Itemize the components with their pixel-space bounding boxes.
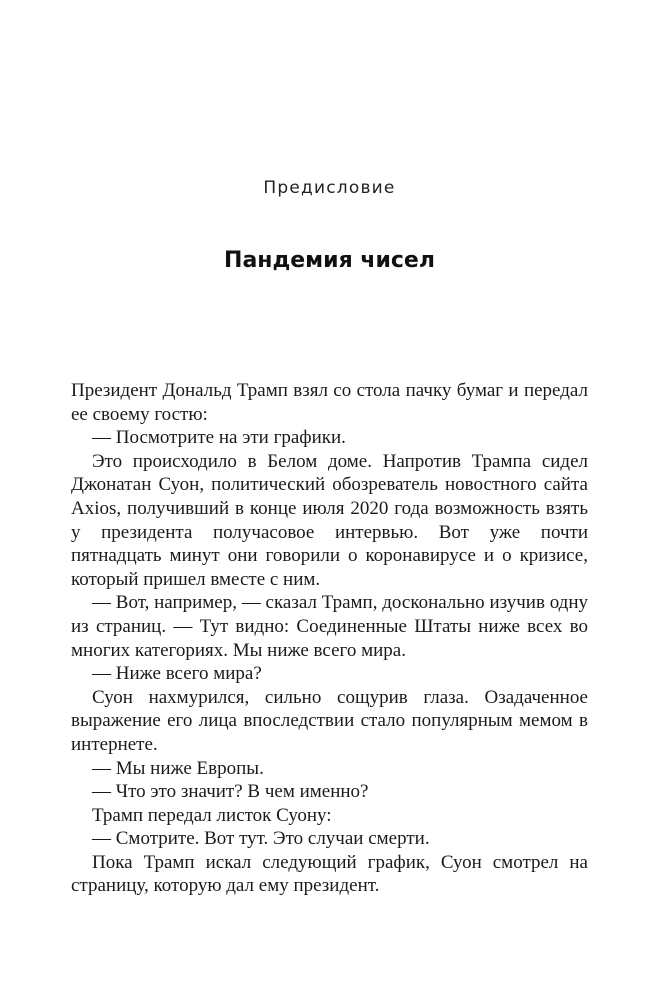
paragraph: — Мы ниже Европы.: [92, 757, 264, 779]
paragraph: — Вот, например, — сказал Трамп, досконально изучив одну из страниц. — Тут видно: Соединенные Штаты ниже всех во многих категориях. Мы ниже всего мира.: [71, 592, 588, 661]
chapter-title: Пандемия чисел: [224, 248, 435, 273]
paragraph: — Что это значит? В чем именно?: [92, 781, 369, 803]
paragraph: — Ниже всего мира?: [92, 663, 262, 685]
paragraph: — Смотрите. Вот тут. Это случаи смерти.: [92, 828, 430, 850]
paragraph: Суон нахмурился, сильно сощурив глаза. Озадаченное выражение его лица впоследствии стало популярным мемом в интернете.: [71, 686, 588, 755]
body-text: [71, 379, 588, 898]
paragraph: Это происходило в Белом доме. Напротив Трампа сидел Джонатан Суон, политический обозреватель новостного сайта Axios, получивший в конце июля 2020 года возможность взять у президента получасовое интервью. Вот уже почти пятнадцать минут они говорили о коронавирусе и о кризисе, который пришел вместе с ним.: [71, 450, 588, 590]
paragraph: Трамп передал листок Суону:: [92, 804, 332, 826]
section-label: Предисловие: [263, 178, 396, 198]
paragraph: Пока Трамп искал следующий график, Суон смотрел на страницу, которую дал ему президент.: [71, 851, 588, 897]
paragraph: — Посмотрите на эти графики.: [92, 427, 346, 449]
paragraph: Президент Дональд Трамп взял со стола пачку бумаг и передал ее своему гостю:: [71, 380, 588, 425]
